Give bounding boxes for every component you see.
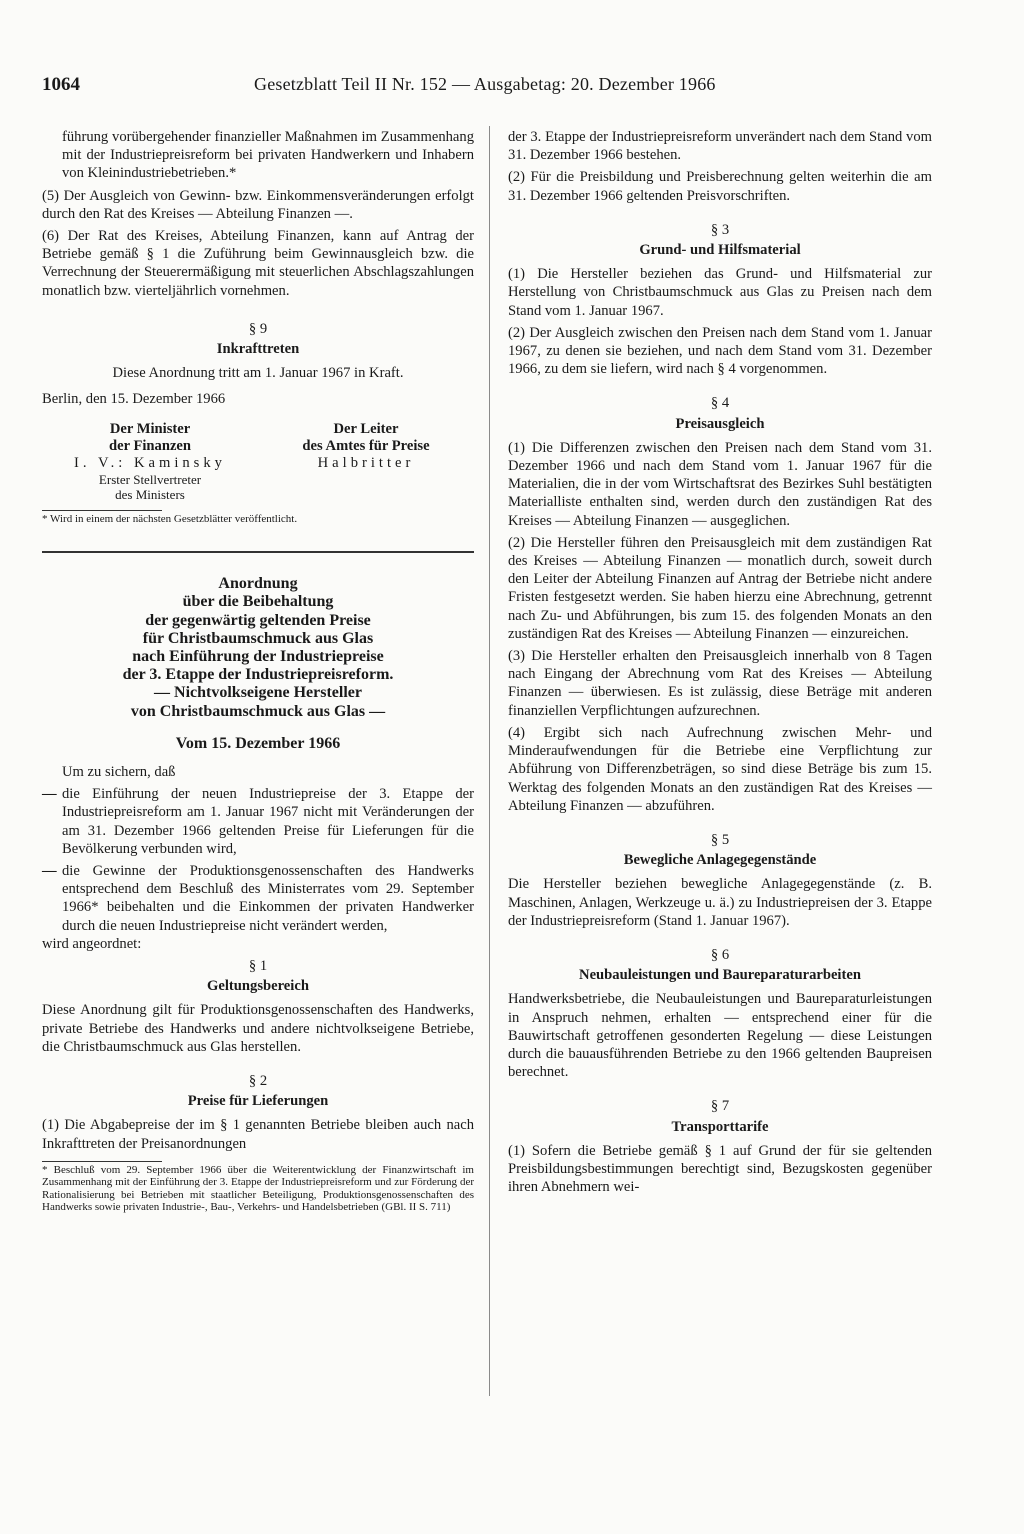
section-9-number: § 9 [248,320,268,337]
list-item-text: die Einführung der neuen Industriepreise der 3. Etappe der Industriepreisreform am 1. Januar 1967 nicht mit Veränderungen der am 31. Dezember 1966 geltenden Preise für Lieferungen für die Bevölkerung verbunden wird, [62,786,474,857]
signature-subtitle: Erster Stellvertreter [98,471,202,487]
gazette-header-title: Gesetzblatt Teil II Nr. 152 — Ausgabetag: 20. Dezember 1966 [254,74,716,94]
ordinance-title [42,575,474,721]
section-9-text: Diese Anordnung tritt am 1. Januar 1967 in Kraft. [112,365,404,382]
section-2-number: § 2 [248,1073,268,1090]
signature-role: Der Minister [109,420,191,437]
section-7-number: § 7 [710,1098,730,1115]
title-line: nach Einführung der Industriepreise [132,647,384,665]
continued-list-item: führung vorübergehender finanzieller Maßnahmen im Zusammenhang mit der Industriepreisreform bei privaten Handwerkern und Inhabern von Kleinindustriebetrieben.* [62,129,474,182]
dash-bullet: — [42,862,57,879]
footnote: * Beschluß vom 29. September 1966 über die Weiterentwicklung der Finanzwirtschaft im Zusammenhang mit der Einführung der 3. Etappe der Industriepreisreform und zur Förderung der Rationalisierung bei Betrieben mit staatlicher Beteiligung, Produktionsgenossenschaften des Handwerks sowie privaten Industrie-, Bau-, Verkehrs- und Handelsbetrieben (GBl. II S. 711) [42,1163,474,1214]
signature-minister [42,421,258,502]
list-item-text: die Gewinne der Produktionsgenossenschaften des Handwerks entsprechend dem Beschluß des Ministerrates vom 29. September 1966* beibehalten und die Einkommen der privaten Handwerker durch die neuen Industriepreise nicht verändert werden, [62,862,474,934]
section-4-paragraph-4: (4) Ergibt sich nach Aufrechnung zwischen Mehr- und Minderaufwendungen für die Betriebe eine Verpflichtung zur Abführung von Differenzbeträgen, so sind diese Beträge bis zum 15. Werktag des folgenden Monats an den zuständigen Rat des Kreises — Abteilung Finanzen — abzuführen. [508,724,932,814]
section-separator [42,551,474,553]
section-6-text: Handwerksbetriebe, die Neubauleistungen und Baureparaturleistungen in Anspruch nehmen, erhalten — entsprechend einer für die Bauwirtschaft getroffenen gesonderten Regelung — diese Leistungen durch die bauausführenden Betriebe zu den 1966 geltenden Baupreisen berechnet. [508,991,932,1081]
ordered-text: wird angeordnet: [42,935,142,952]
section-4-paragraph-2: (2) Die Hersteller führen den Preisausgleich mit dem zuständigen Rat des Kreises — Abteilung Finanzen — monatlich durch, soweit durch den Leiter der Abteilung Finanzen auf Antrag der Betriebe nicht andere Fristen festgesetzt werden. Sie haben hierzu eine Abrechnung, getrennt nach Zu- und Abführungen, bis zum 15. des folgenden Monats an den zuständigen Rat des Kreises — Abteilung Finanzen — einzureichen. [508,534,932,642]
section-2-title: Preise für Lieferungen [187,1093,329,1110]
ordinance-date: Vom 15. Dezember 1966 [175,734,341,752]
signature-role: Der Leiter [333,420,399,437]
title-line: über die Beibehaltung [182,593,334,611]
paragraph-6: (6) Der Rat des Kreises, Abteilung Finanzen, kann auf Antrag der Betriebe gemäß § 1 die Zuführung beim Gewinnausgleich bzw. die Verrechnung der Steuerermäßigung mit steuerlichen Abschlagszahlungen monatlich bzw. vierteljährlich vornehmen. [42,228,474,299]
signature-name: Halbritter [317,454,415,471]
section-4-paragraph-1: (1) Die Differenzen zwischen den Preisen nach dem Stand vom 31. Dezember 1966 und nach dem Stand vom 1. Januar 1967 für die Materialien, die in der vom Wirtschaftsrat des Bezirkes Suhl bestätigten Materialliste enthalten sind, werden durch den zuständigen Rat des Kreises — Abteilung Finanzen — ausgeglichen. [508,439,932,529]
section-7-title: Transporttarife [671,1118,769,1135]
section-2-paragraph-1: (1) Die Abgabepreise der im § 1 genannten Betriebe bleiben auch nach Inkrafttreten der Preisanordnungen [42,1117,474,1152]
title-line: Anordnung [218,575,298,593]
page-header [42,74,984,102]
section-3-number: § 3 [710,221,730,238]
footnote-rule [42,510,162,511]
signature-block [42,421,474,502]
title-line: — Nichtvolkseigene Hersteller [154,684,362,702]
section-1-number: § 1 [248,958,268,974]
left-column [42,128,474,1214]
section-5-title: Bewegliche Anlagegegenstände [623,852,817,869]
signature-role: des Amtes für Preise [302,437,430,454]
section-1-text: Diese Anordnung gilt für Produktionsgenossenschaften des Handwerks, private Betriebe des Handwerks und andere nichtvolkseigene Betriebe, die Christbaumschmuck aus Glas herstellen. [42,1002,474,1055]
signature-role: der Finanzen [108,437,192,454]
section-4-number: § 4 [710,395,730,412]
intro-text: Um zu sichern, daß [62,763,176,780]
title-line: der gegenwärtig geltenden Preise [145,611,371,629]
footnote: * Wird in einem der nächsten Gesetzblätter veröffentlicht. [42,512,298,525]
title-line: für Christbaumschmuck aus Glas [142,629,374,647]
section-7-paragraph-1: (1) Sofern die Betriebe gemäß § 1 auf Grund der für sie geltenden Preisbildungsbestimmungen berechtigt sind, Bezugskosten gegenüber ihren Abnehmern wei- [508,1142,932,1196]
section-6-title: Neubauleistungen und Baureparaturarbeiten [579,967,861,984]
right-column [508,128,932,1200]
section-3-paragraph-2: (2) Der Ausgleich zwischen den Preisen nach dem Stand vom 1. Januar 1967, zu denen sie beziehen, und nach dem Stand vom 31. Dezember 1966, zu dem sie liefern, wird nach § 4 vorgenommen. [508,324,932,378]
footnote-rule [42,1161,162,1162]
section-6-number: § 6 [710,946,730,963]
section-2-paragraph-2: (2) Für die Preisbildung und Preisberechnung gelten weiterhin die am 31. Dezember 1966 geltenden Preisvorschriften. [508,169,932,204]
section-5-number: § 5 [710,831,730,848]
dash-bullet: — [42,786,57,803]
paragraph-5: (5) Der Ausgleich von Gewinn- bzw. Einkommensveränderungen erfolgt durch den Rat des Kreises — Abteilung Finanzen —. [42,187,474,222]
section-9-title: Inkrafttreten [216,341,300,358]
title-line: der 3. Etappe der Industriepreisreform. [122,666,394,684]
title-line: von Christbaumschmuck aus Glas — [130,702,386,720]
signature-subtitle: des Ministers [115,486,185,502]
column-divider [489,126,490,1396]
section-3-paragraph-1: (1) Die Hersteller beziehen das Grund- und Hilfsmaterial zur Herstellung von Christbaumschmuck aus Glas zu Preisen nach dem Stand vom 1. Januar 1967. [508,266,932,319]
section-4-title: Preisausgleich [675,415,765,432]
page-number: 1064 [42,74,80,95]
place-date: Berlin, den 15. Dezember 1966 [42,391,226,408]
signature-office-prices [258,421,474,502]
section-5-text: Die Hersteller beziehen bewegliche Anlagegegenstände (z. B. Maschinen, Anlagen, Werkzeuge u. ä.) zu Industriepreisen der 3. Etappe der Industriepreisreform (Stand 1. Januar 1967). [508,876,932,929]
list-item [42,862,474,935]
section-1-title: Geltungsbereich [207,978,309,995]
section-4-paragraph-3: (3) Die Hersteller erhalten den Preisausgleich innerhalb von 8 Tagen nach Eingang der Abrechnung vom Rat des Kreises — Abteilung Finanzen — überwiesen. Es ist zulässig, diese Beträge mit anderen finanziellen Verpflichtungen aufzurechnen. [508,648,932,719]
list-item [42,785,474,858]
signature-name: I. V.: Kaminsky [74,454,226,471]
section-2-continued: der 3. Etappe der Industriepreisreform unverändert nach dem Stand vom 31. Dezember 1966 bestehen. [508,129,932,164]
section-3-title: Grund- und Hilfsmaterial [639,242,801,259]
